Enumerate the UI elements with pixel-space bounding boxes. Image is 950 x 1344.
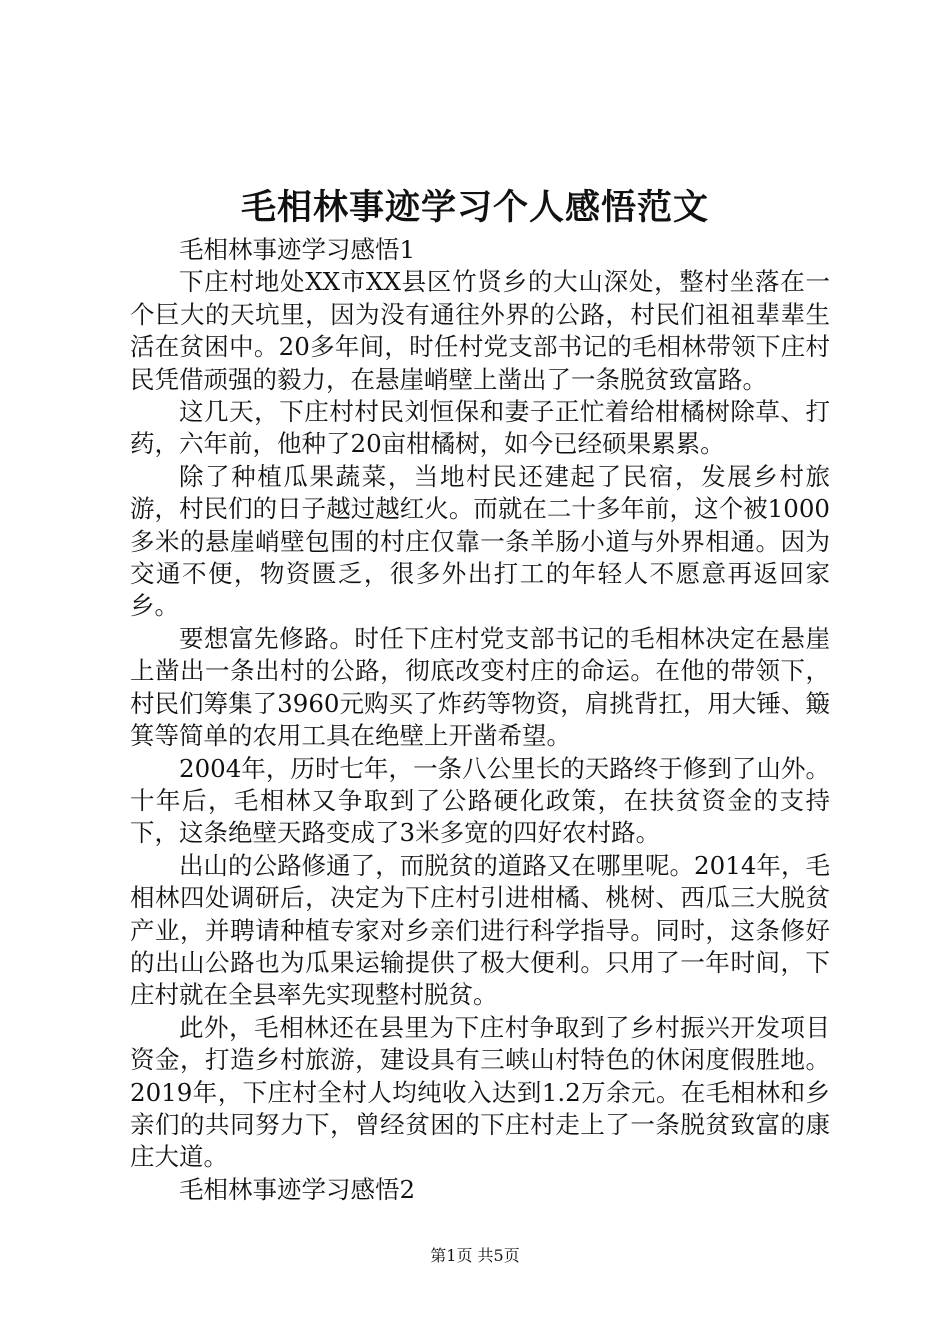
section-heading: 毛相林事迹学习感悟1 — [179, 235, 416, 264]
paragraph: 下庄村地处XX市XX县区竹贤乡的大山深处，整村坐落在一个巨大的天坑里，因为没有通往外界的公路，村民们祖祖辈辈生活在贫困中。20多年间，时任村党支部书记的毛相林带领下庄村民凭借顽强的毅力，在悬崖峭壁上凿出了一条脱贫致富路。 — [130, 267, 830, 394]
page-number-footer: 第1页 共5页 — [430, 1246, 520, 1265]
paragraph: 除了种植瓜果蔬菜，当地村民还建起了民宿，发展乡村旅游，村民们的日子越过越红火。而就在二十多年前，这个被1000多米的悬崖峭壁包围的村庄仅靠一条羊肠小道与外界相通。因为交通不便，物资匮乏，很多外出打工的年轻人不愿意再返回家乡。 — [130, 461, 830, 621]
document-body — [130, 234, 830, 1206]
document-title: 毛相林事迹学习个人感悟范文 — [240, 187, 709, 228]
section-heading: 毛相林事迹学习感悟2 — [179, 1174, 416, 1204]
paragraph: 2004年，历时七年，一条八公里长的天路终于修到了山外。十年后，毛相林又争取到了公路硬化政策，在扶贫资金的支持下，这条绝壁天路变成了3米多宽的四好农村路。 — [130, 753, 830, 848]
paragraph: 这几天，下庄村村民刘恒保和妻子正忙着给柑橘树除草、打药，六年前，他种了20亩柑橘树，如今已经硕果累累。 — [130, 397, 830, 459]
paragraph: 此外，毛相林还在县里为下庄村争取到了乡村振兴开发项目资金，打造乡村旅游，建设具有三峡山村特色的休闲度假胜地。2019年，下庄村全村人均纯收入达到1.2万余元。在毛相林和乡亲们的共同努力下，曾经贫困的下庄村走上了一条脱贫致富的康庄大道。 — [130, 1012, 830, 1172]
paragraph: 要想富先修路。时任下庄村党支部书记的毛相林决定在悬崖上凿出一条出村的公路，彻底改变村庄的命运。在他的带领下，村民们筹集了3960元购买了炸药等物资，肩挑背扛，用大锤、簸箕等简单的农用工具在绝壁上开凿希望。 — [130, 623, 830, 751]
paragraph: 出山的公路修通了，而脱贫的道路又在哪里呢。2014年，毛相林四处调研后，决定为下庄村引进柑橘、桃树、西瓜三大脱贫产业，并聘请种植专家对乡亲们进行科学指导。同时，这条修好的出山公路也为瓜果运输提供了极大便利。只用了一年时间，下庄村就在全县率先实现整村脱贫。 — [130, 850, 830, 1010]
